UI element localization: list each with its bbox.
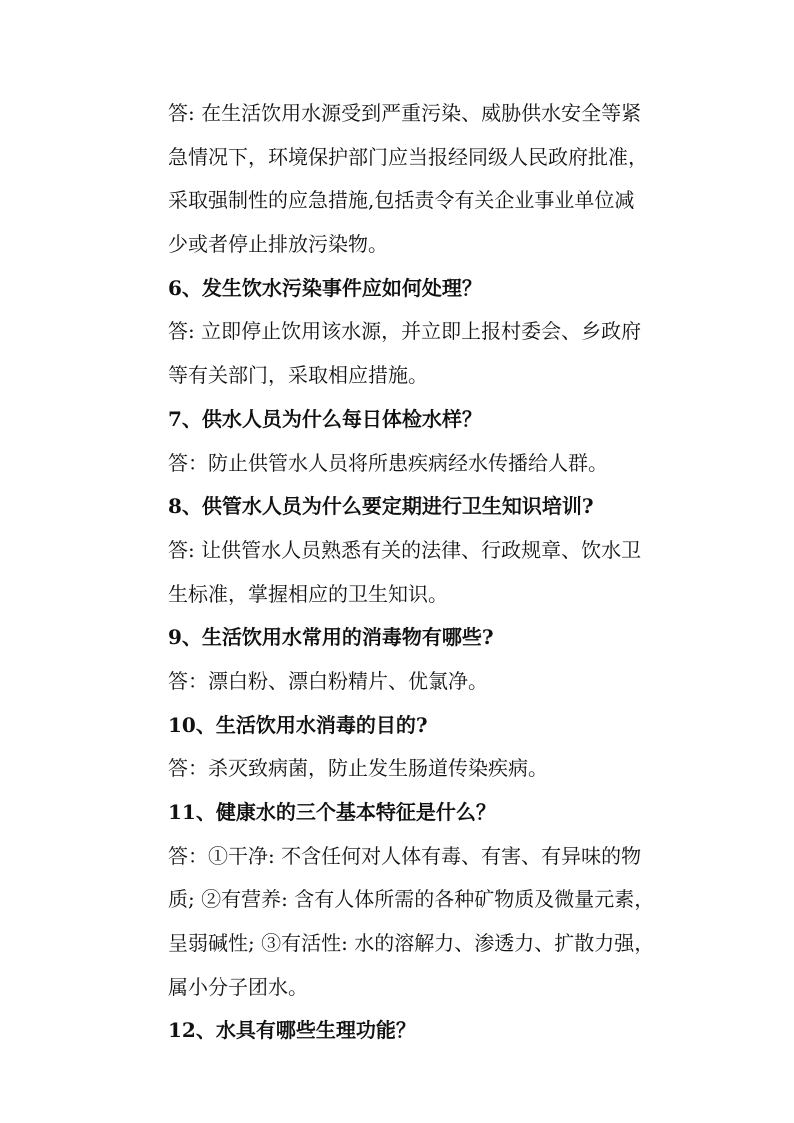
answer-line: 急情况下，环境保护部门应当报经同级人民政府批准，	[168, 144, 648, 169]
answer-line: 答: 让供管水人员熟悉有关的法律、行政规章、饮水卫	[168, 537, 642, 562]
document-body	[168, 102, 708, 1063]
answer-line: 答：漂白粉、漂白粉精片、优氯净。	[168, 668, 488, 693]
question-heading: 12、水具有哪些生理功能？	[168, 1018, 416, 1043]
answer-line: 属小分子团水。	[168, 974, 308, 999]
answer-line: 答：杀灭致病菌，防止发生肠道传染疾病。	[168, 756, 548, 781]
answer-line: 少或者停止排放污染物。	[168, 232, 388, 257]
question-heading: 8、供管水人员为什么要定期进行卫生知识培训?	[168, 494, 594, 519]
answer-line: 质; ②有营养: 含有人体所需的各种矿物质及微量元素，	[168, 887, 655, 912]
question-heading: 7、供水人员为什么每日体检水样？	[168, 406, 482, 431]
answer-line: 呈弱碱性; ③有活性: 水的溶解力、渗透力、扩散力强，	[168, 931, 655, 956]
question-heading: 9、生活饮用水常用的消毒物有哪些?	[168, 625, 494, 650]
answer-line: 生标准，掌握相应的卫生知识。	[168, 581, 448, 606]
question-heading: 11、健康水的三个基本特征是什么？	[168, 800, 496, 824]
question-heading: 6、发生饮水污染事件应如何处理？	[168, 275, 482, 300]
answer-line: 答: 在生活饮用水源受到严重污染、威胁供水安全等紧	[168, 101, 642, 125]
answer-line: 等有关部门，采取相应措施。	[168, 363, 428, 388]
answer-line: 答: 立即停止饮用该水源，并立即上报村委会、乡政府	[168, 319, 642, 344]
answer-line: 答：①干净: 不含任何对人体有毒、有害、有异味的物	[168, 843, 642, 868]
question-heading: 10、生活饮用水消毒的目的?	[168, 712, 428, 737]
answer-line: 采取强制性的应急措施,包括责令有关企业事业单位减	[168, 188, 635, 213]
answer-line: 答：防止供管水人员将所患疾病经水传播给人群。	[168, 450, 608, 475]
